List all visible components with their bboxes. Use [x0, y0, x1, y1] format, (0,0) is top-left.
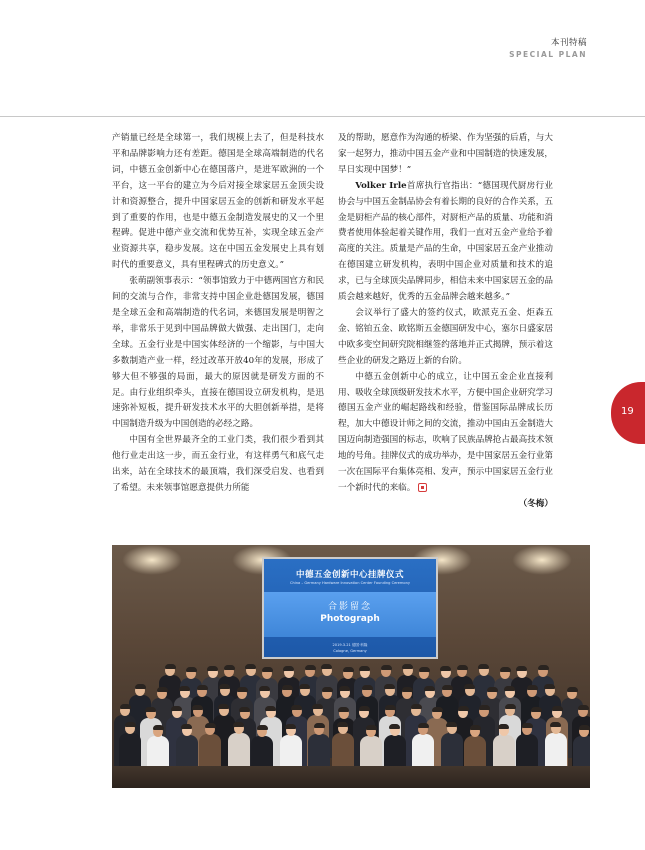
page-number-tab — [611, 382, 645, 444]
paragraph: 会议举行了盛大的签约仪式，欧派克五金、炬森五金、铭铂五金、欧铭斯五金德国研发中心，塞尔日盛家居中欧多变空间研究院相继签约落地并正式揭牌，预示着这些企业的研发之路迈上新的台阶。 — [338, 307, 553, 366]
paragraph: 产销量已经是全球第一，我们规模上去了，但是科技水平和品牌影响力还有差距。德国是全球高端制造的代名词，中德五金创新中心在德国落户，是进军欧洲的一个平台，这一平台的建立为今后对接全球家居五金顶尖设计和资源整合，提升中国家居五金的创新和研发水平起到了重要的作用，也是中德五金制造发展史的又一个里程碑。促进中德产业交流和优势互补，实现全球五金产业资源共享，稳步发展。这在中国五金发展史上具有划时代的重要意义，具有里程碑式的历史意义。” — [112, 133, 324, 271]
column-title-english: SPECIAL PLAN — [509, 50, 587, 59]
screen-title: 中德五金创新中心挂牌仪式 — [295, 570, 404, 580]
paragraph: 张萌副领事表示：“领事馆致力于中德两国官方和民间的交流与合作，非常支持中国企业赴德国发展，德国是全球五金和高端制造的代名词，来德国发展是明智之举，非常乐于见到中国品牌做大做强、走出国门，走向全球。五金行业是中国实体经济的一个缩影，与中国大多数制造产业一样，经过改革开放40年的发展，形成了够大但不够强的局面，最大的原因就是研发方面的不足。由行业组织牵头，直接在德国设立研发机构，是迅速弥补短板，提升研发技术水平的大胆创新举措，是将中国制造升级为中国创造的必经之路。 — [112, 276, 324, 430]
paragraph: 及的帮助，愿意作为沟通的桥梁、作为坚强的后盾，与大家一起努力，推动中国五金产业和中国制造的快速发展，早日实现中国梦！” — [338, 133, 553, 175]
screen-band — [264, 592, 436, 637]
header-divider — [0, 116, 645, 117]
paragraph — [338, 179, 553, 306]
article-right-column — [338, 131, 553, 513]
author-byline: （冬梅） — [518, 498, 553, 509]
screen-subtitle: China – Germany Hardware Innovation Center Founding Ceremony — [289, 581, 410, 585]
page-number: 19 — [621, 406, 634, 417]
screen-date: 2019.3.21 德国·科隆 — [332, 643, 368, 647]
group-photo — [112, 545, 590, 788]
paragraph — [338, 370, 553, 497]
end-mark-icon — [418, 483, 427, 492]
screen-caption-cn: 合影留念 — [327, 602, 372, 612]
speaker-name: Volker Irle — [355, 180, 407, 191]
paragraph-text: 中德五金创新中心的成立，让中国五金企业直接利用、吸收全球顶级研发技术水平，方便中国企业研究学习德国五金产业的崛起路线和经验，借鉴国际品牌成长历程，加大中德设计师之间的交流，推动中国由五金制造大国迈向制造强国的标志，吹响了民族品牌抢占最高技术领地的号角。挂牌仪式的成功举办，是中国家居五金行业第一次在国际平台集体亮相、发声，预示中国家居五金行业一个新时代的来临。 — [338, 371, 553, 493]
article-left-column — [112, 131, 324, 497]
speaker-quote: 首席执行官指出：“德国现代厨房行业协会与中国五金制品协会有着长期的良好的合作关系，五金是厨柜产品的核心部件，对厨柜产品的质量、功能和消费者使用体验起着关键作用，我们一直对五金产业给予着高度的关注。质量是产品的生命，中国家居五金产业推动在德国建立研发机构，表明中国企业对质量和技术的追求，已与全球顶尖品牌同步，相信未来中国家居五金的品质会越来越好，优秀的五金品牌会越来越多。” — [338, 180, 553, 303]
sign-off — [338, 497, 553, 513]
projection-screen — [262, 557, 438, 659]
floor — [112, 766, 590, 788]
column-title: 本刊特稿 — [550, 38, 587, 48]
screen-caption-en: Photograph — [320, 614, 380, 624]
screen-place: Cologne, Germany — [333, 649, 367, 653]
paragraph: 中国有全世界最齐全的工业门类，我们很少看到其他行业走出这一步，而五金行业，有这样勇气和底气走出来，站在全球技术的最顶端，我们深受启发、也看到了希望。未来领事馆愿意提供力所能 — [112, 435, 324, 493]
